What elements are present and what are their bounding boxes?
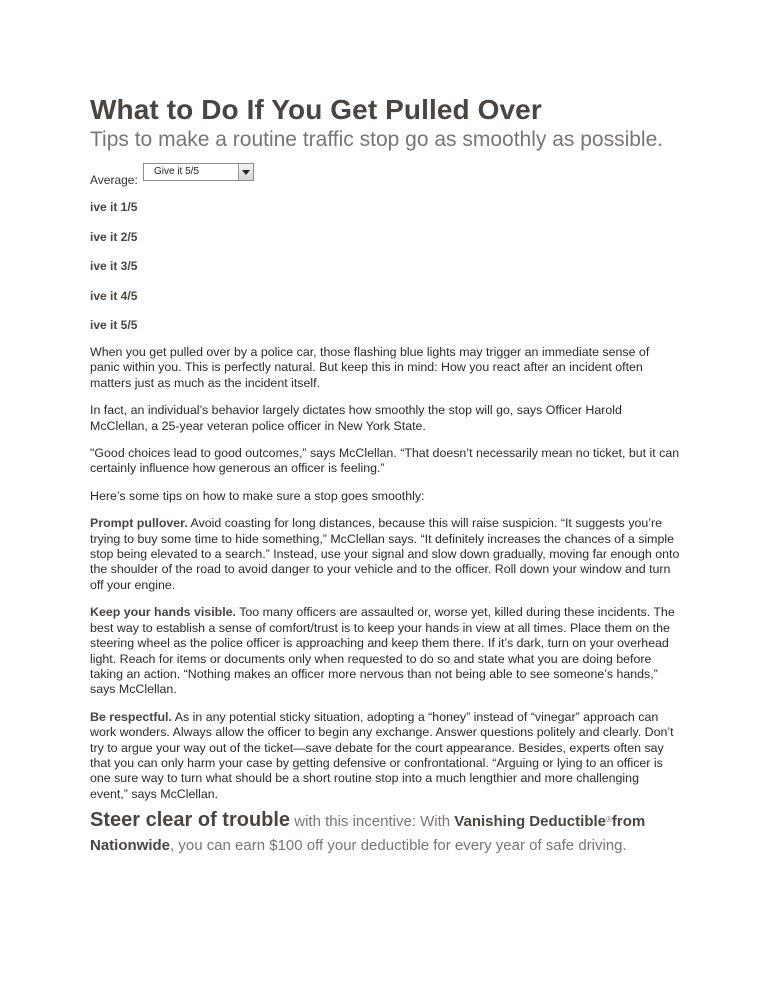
tip-paragraph (90, 710, 680, 802)
tip-text: As in any potential sticky situation, adopting a “honey” instead of “vinegar” approach can work wonders. Always allow the officer to begin any exchange. Answer questions politely and clearly. Don’t try to argue your way out of the ticket—save debate for the court appearance. Besides, experts often say that you can only harm your case by getting defensive or confrontational. “Arguing or lying to an officer is one sure way to turn what should be a short routine stop into a much lengthier and more challenging event,” says McClellan. (90, 709, 674, 801)
tip-heading: Prompt pullover. (90, 516, 188, 531)
tip-heading: Be respectful. (90, 709, 172, 724)
promo-callout (90, 808, 680, 858)
promo-from: from (611, 813, 646, 830)
promo-company: Nationwide (90, 837, 171, 854)
tip-paragraph (90, 605, 680, 697)
trademark-symbol: ® (606, 815, 612, 824)
page-subtitle: Tips to make a routine traffic stop go as smoothly as possible. (90, 128, 664, 151)
rating-select[interactable] (143, 163, 254, 181)
promo-text: , you can earn $100 off your deductible for every year of safe driving. (170, 837, 627, 854)
rating-label: Average: (90, 173, 138, 187)
promo-text: with this incentive: With (290, 813, 455, 830)
rating-selected-value: Give it 5/5 (154, 166, 200, 177)
paragraph: When you get pulled over by a police car, those flashing blue lights may trigger an immediate sense of panic within you. This is perfectly natural. But keep this in mind: How you react after an incident often matters just as much as the incident itself. (90, 345, 650, 390)
rating-option[interactable]: ive it 1/5 (90, 200, 138, 214)
tip-text: Avoid coasting for long distances, because this will raise suspicion. “It suggests you’re trying to buy some time to hide something,” McClellan says. “It definitely increases the chances of a simple stop being elevated to a search.” Instead, use your signal and slow down gradually, moving far enough onto the shoulder of the road to avoid danger to your vehicle and to the officer. Roll down your window and turn off your engine. (90, 516, 680, 592)
rating-option[interactable]: ive it 3/5 (90, 259, 138, 273)
rating-widget (90, 160, 390, 190)
tip-paragraph (90, 516, 680, 593)
rating-option[interactable]: ive it 2/5 (90, 230, 138, 244)
paragraph: "Good choices lead to good outcomes,” says McClellan. “That doesn’t necessarily mean no ticket, but it can certainly influence how generous an officer is feeling.” (90, 446, 680, 476)
paragraph: Here’s some tips on how to make sure a stop goes smoothly: (90, 488, 425, 503)
page-title: What to Do If You Get Pulled Over (90, 94, 542, 125)
chevron-down-icon[interactable] (238, 164, 253, 180)
tip-heading: Keep your hands visible. (90, 605, 236, 620)
promo-product: Vanishing Deductible (454, 813, 606, 830)
rating-option[interactable]: ive it 5/5 (90, 318, 138, 332)
rating-option[interactable]: ive it 4/5 (90, 289, 138, 303)
tip-text: Too many officers are assaulted or, worse yet, killed during these incidents. The best way to establish a sense of comfort/trust is to keep your hands in view at all times. Place them on the steering wheel as the police officer is approaching and keep them there. If it’s dark, turn on your overhead light. Reach for items or documents only when requested to do so and state what you are doing before taking an action. “Nothing makes an officer more nervous than not being able to see someone’s hands,” says McClellan. (90, 605, 675, 697)
promo-lead: Steer clear of trouble (90, 809, 291, 831)
article-body (90, 345, 680, 814)
paragraph: In fact, an individual’s behavior largely dictates how smoothly the stop will go, says Officer Harold McClellan, a 25-year veteran police officer in New York State. (90, 403, 622, 433)
